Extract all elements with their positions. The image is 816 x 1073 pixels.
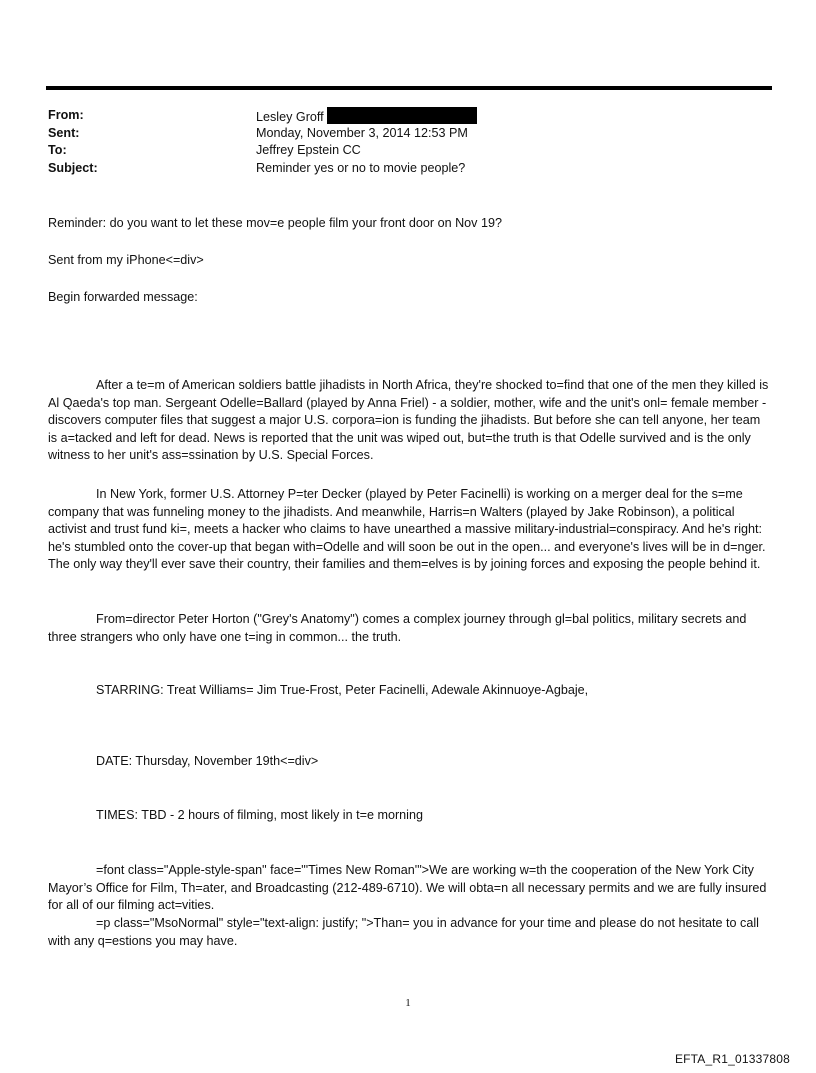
redaction-box	[327, 107, 477, 124]
to-label: To:	[48, 143, 67, 157]
subject-value: Reminder yes or no to movie people?	[256, 160, 466, 175]
sent-row	[48, 125, 768, 143]
synopsis-paragraph-1: After a te=m of American soldiers battle jihadists in North Africa, they're shocked to=find that one of the men they killed is Al Qaeda's top man. Sergeant Odelle=Ballard (played by Anna Friel) - a soldier, mother, wife and the unit's onl= female member - discovers computer files that suggest a major U.S. corpora=ion is funding the jihadists. But before she can tell anyone, her team is a=tacked and left for dead. News is reported that the unit was wiped out, but=the truth is that Odelle survived and is the only witness to her unit's ass=ssination by U.S. Special Forces.	[48, 378, 769, 462]
times-line: TIMES: TBD - 2 hours of filming, most likely in t=e morning	[96, 808, 423, 822]
synopsis-paragraph-3: From=director Peter Horton ("Grey's Anatomy") comes a complex journey through gl=bal politics, military secrets and three strangers who only have one t=ing in common... the truth.	[48, 612, 747, 644]
to-value: Jeffrey Epstein CC	[256, 143, 361, 157]
date-line: DATE: Thursday, November 19th<=div>	[96, 754, 319, 768]
sent-from-line: Sent from my iPhone<=div>	[48, 253, 204, 267]
subject-row	[48, 160, 768, 178]
from-label: From:	[48, 108, 84, 122]
to-row	[48, 142, 768, 160]
document-id: EFTA_R1_01337808	[674, 1052, 790, 1066]
reminder-line: Reminder: do you want to let these mov=e people film your front door on Nov 19?	[48, 216, 502, 230]
from-value: Lesley Groff	[256, 110, 324, 124]
subject-label: Subject:	[48, 160, 98, 175]
starring-line: STARRING: Treat Williams= Jim True-Frost, Peter Facinelli, Adewale Akinnuoye-Agbaje,	[96, 683, 589, 697]
thanks-paragraph: =p class="MsoNormal" style="text-align: justify; ">Than= you in advance for your time and please do not hesitate to call with any q=estions you may have.	[48, 916, 759, 948]
sent-value: Monday, November 3, 2014 12:53 PM	[256, 125, 468, 140]
permits-paragraph: =font class="Apple-style-span" face="'Times New Roman'">We are working w=th the cooperation of the New York City Mayor’s Office for Film, Th=ater, and Broadcasting (212-489-6710). We will obta=n all necessary permits and we are fully insured for all of our filming act=vities.	[48, 863, 767, 912]
header-rule	[46, 86, 772, 90]
from-row	[48, 107, 768, 125]
page-number: 1	[405, 997, 411, 1009]
synopsis-paragraph-2: In New York, former U.S. Attorney P=ter Decker (played by Peter Facinelli) is working on a merger deal for the s=me company that was funneling money to the jihadists. And meanwhile, Harris=n Walters (played by Jake Robinson), a political activist and trust fund ki=, meets a hacker who claims to have unearthed a massive military-industrial=conspiracy. And he's right: he's stumbled onto the cover-up that began with=Odelle and will soon be out in the open... and everyone's lives will be in d=nger. The only way they'll ever save their country, their families and them=elves is by joining forces and exposing the people behind it.	[48, 487, 766, 571]
sent-label: Sent:	[48, 125, 80, 140]
email-header	[48, 107, 768, 177]
forwarded-line: Begin forwarded message:	[48, 290, 198, 304]
from-value-wrap	[256, 107, 768, 125]
